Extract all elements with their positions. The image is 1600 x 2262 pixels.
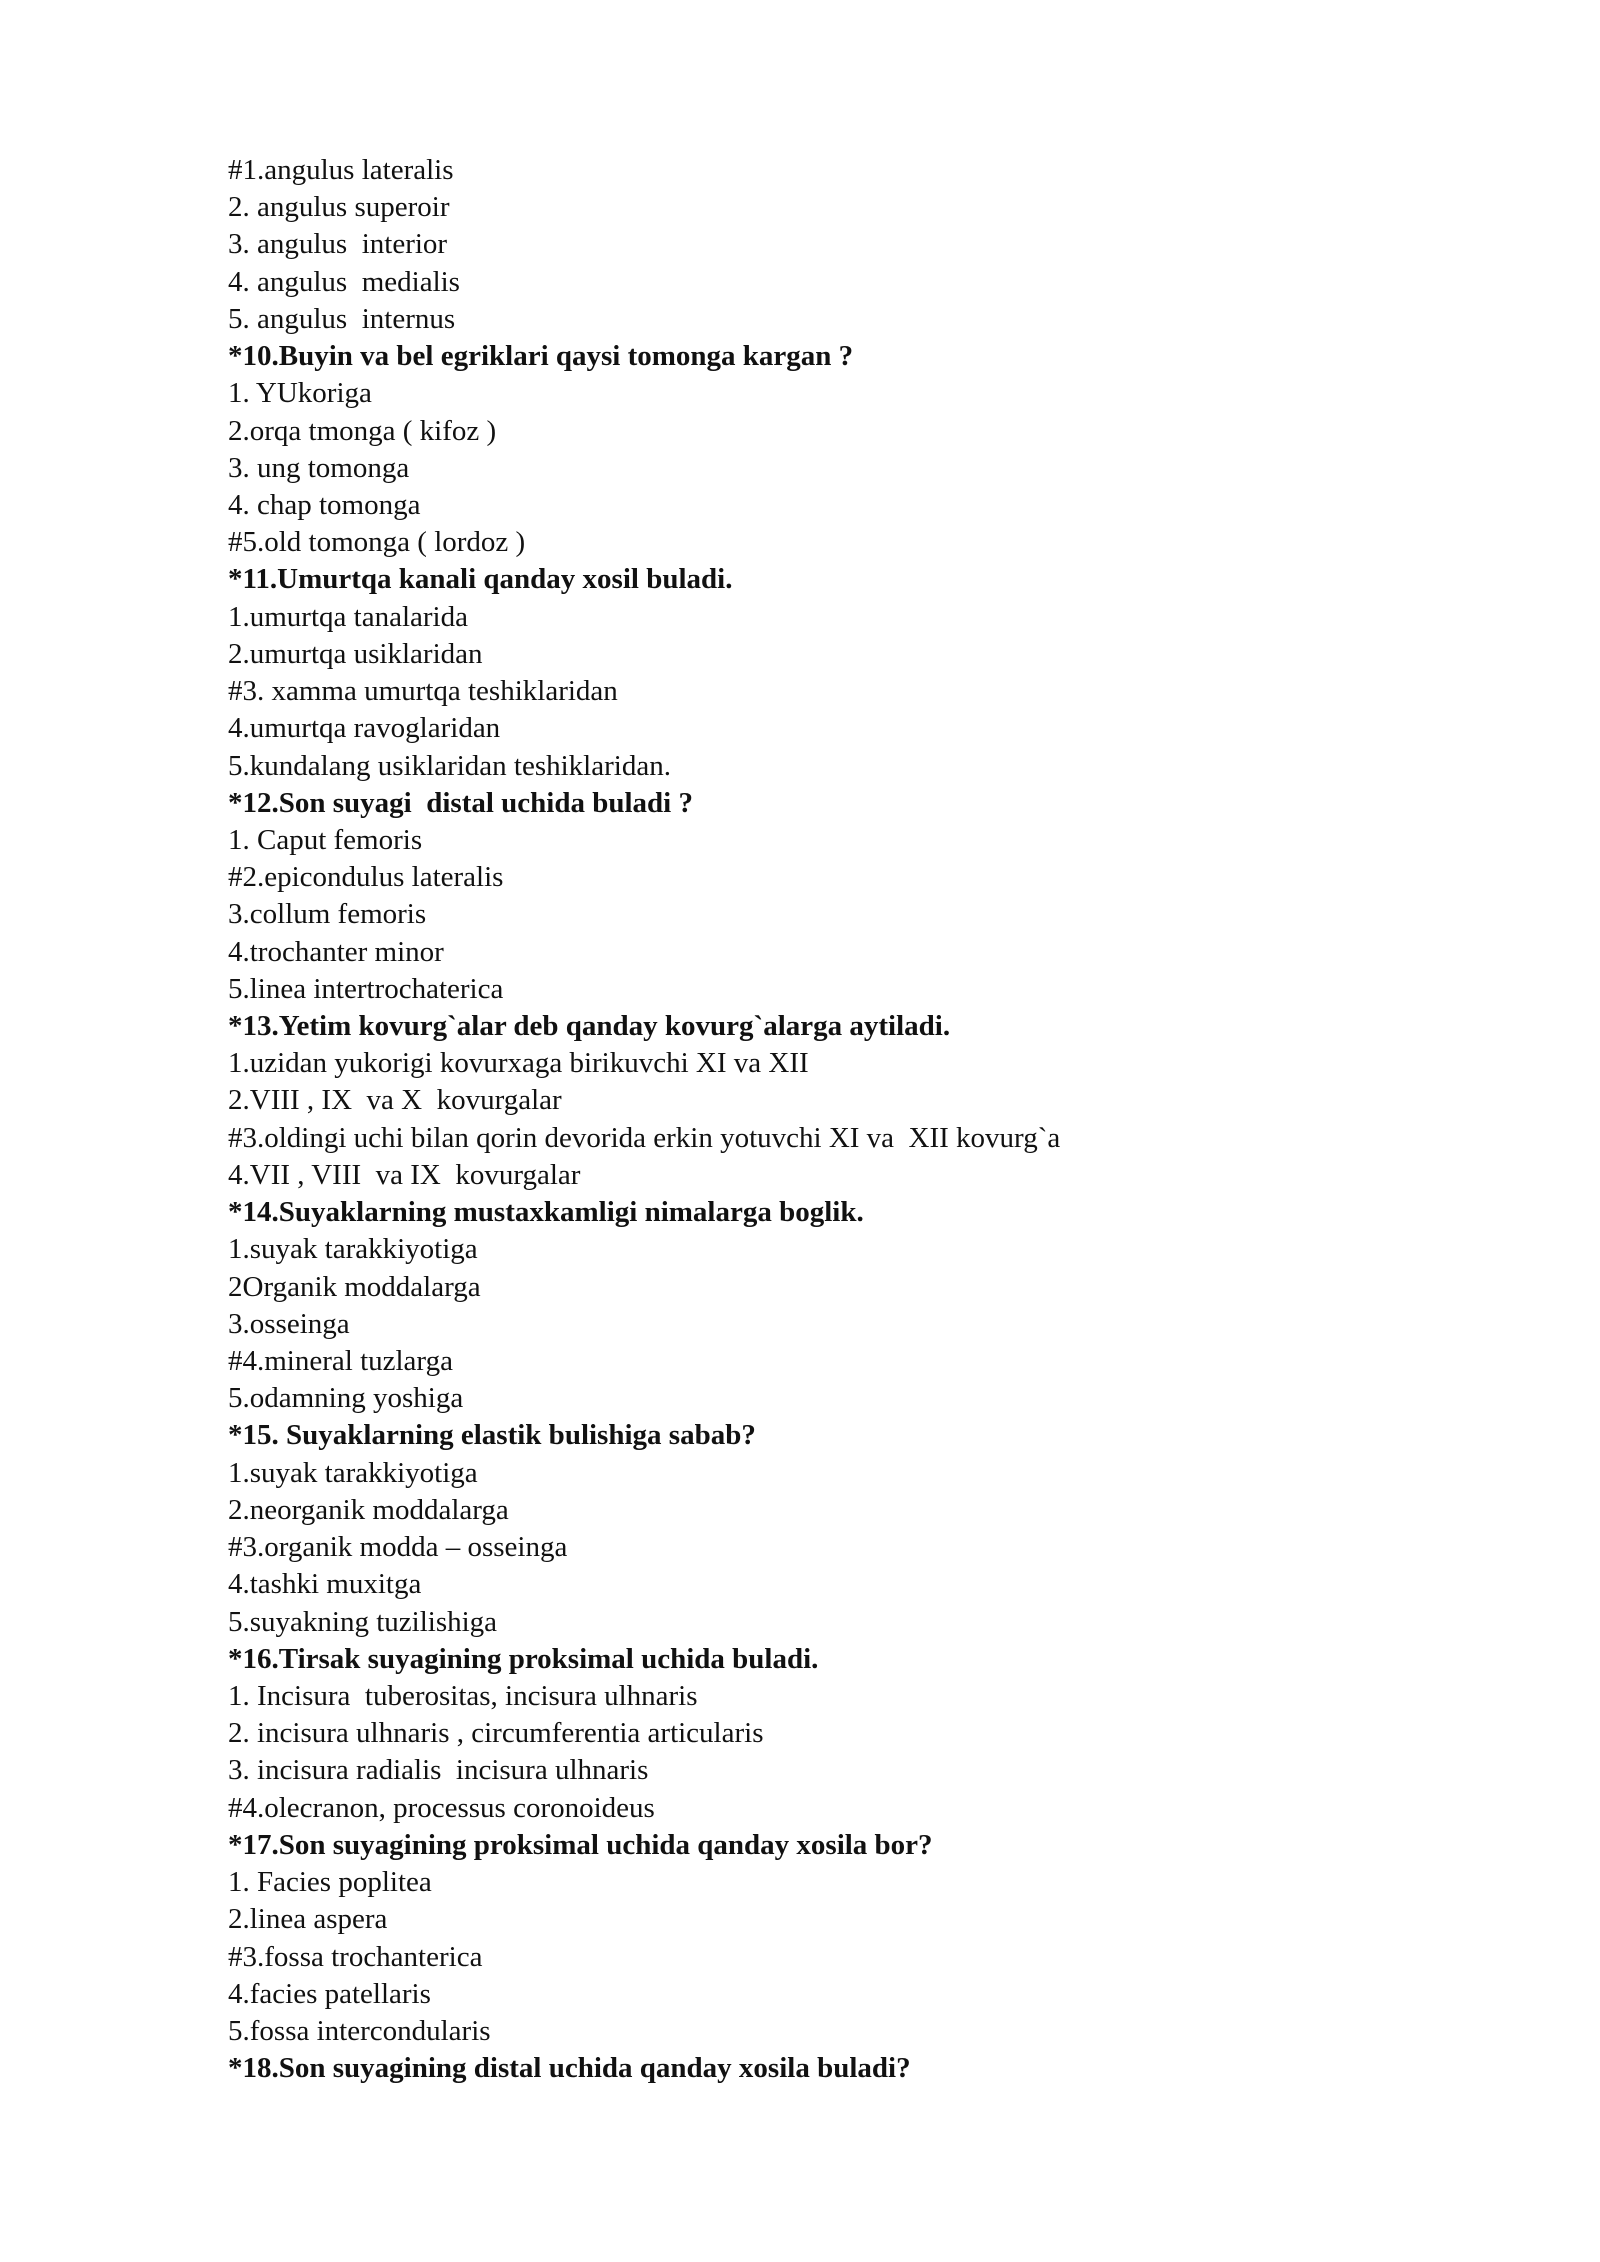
answer-option: 2.linea aspera [228, 1903, 388, 1936]
answer-option: 4. chap tomonga [228, 488, 421, 521]
question-heading: *15. Suyaklarning elastik bulishiga sabab? [228, 1419, 756, 1452]
question-heading: *18.Son suyagining distal uchida qanday xosila buladi? [228, 2052, 911, 2085]
answer-option: 1. YUkoriga [228, 377, 372, 410]
answer-option: 1. Caput femoris [228, 823, 423, 856]
answer-option: 2. angulus superoir [228, 191, 450, 224]
answer-option: 2.umurtqa usiklaridan [228, 637, 483, 670]
answer-option: #3.oldingi uchi bilan qorin devorida erkin yotuvchi XI va XII kovurg`a [228, 1121, 1061, 1154]
answer-option: #1.angulus lateralis [228, 154, 454, 186]
question-heading: *17.Son suyagining proksimal uchida qanday xosila bor? [228, 1828, 933, 1861]
answer-option: 4.umurtqa ravoglaridan [228, 712, 501, 745]
answer-option: 2Organik moddalarga [228, 1270, 481, 1303]
answer-option: 2.VIII , IX va X kovurgalar [228, 1084, 562, 1117]
question-heading: *16.Tirsak suyagining proksimal uchida buladi. [228, 1642, 819, 1675]
document-text-body [228, 152, 1488, 2087]
answer-option: 4.VII , VIII va IX kovurgalar [228, 1158, 581, 1191]
answer-option: 5.fossa intercondularis [228, 2014, 491, 2047]
answer-option: 4.tashki muxitga [228, 1568, 422, 1601]
answer-option: #3.organik modda – osseinga [228, 1531, 568, 1564]
answer-option: 3. angulus interior [228, 228, 448, 261]
answer-option: #4.mineral tuzlarga [228, 1345, 453, 1377]
answer-option: 5.odamning yoshiga [228, 1382, 464, 1415]
answer-option: 1. Facies poplitea [228, 1866, 432, 1899]
question-heading: *10.Buyin va bel egriklari qaysi tomonga kargan ? [228, 340, 854, 373]
answer-option: #3.fossa trochanterica [228, 1940, 483, 1973]
answer-option: 5. angulus internus [228, 302, 456, 335]
answer-option: 5.kundalang usiklaridan teshiklaridan. [228, 749, 671, 782]
answer-option: 1.suyak tarakkiyotiga [228, 1456, 478, 1489]
question-heading: *12.Son suyagi distal uchida buladi ? [228, 786, 693, 819]
answer-option: #2.epicondulus lateralis [228, 861, 504, 894]
answer-option: 3. incisura radialis incisura ulhnaris [228, 1754, 649, 1787]
answer-option: #3. xamma umurtqa teshiklaridan [228, 675, 618, 708]
answer-option: #4.olecranon, processus coronoideus [228, 1791, 655, 1824]
answer-option: 4.facies patellaris [228, 1977, 431, 2010]
answer-option: 1.uzidan yukorigi kovurxaga birikuvchi XI va XII [228, 1047, 809, 1080]
question-heading: *11.Umurtqa kanali qanday xosil buladi. [228, 563, 733, 596]
answer-option: 2.neorganik moddalarga [228, 1493, 509, 1526]
answer-option: 5.suyakning tuzilishiga [228, 1605, 498, 1638]
answer-option: 3.osseinga [228, 1307, 350, 1340]
answer-option: 1.suyak tarakkiyotiga [228, 1233, 478, 1266]
answer-option: 3. ung tomonga [228, 451, 410, 484]
question-heading: *14.Suyaklarning mustaxkamligi nimalarga boglik. [228, 1196, 864, 1229]
answer-option: 4.trochanter minor [228, 935, 444, 968]
answer-option: 3.collum femoris [228, 898, 427, 931]
answer-option: #5.old tomonga ( lordoz ) [228, 526, 526, 559]
answer-option: 4. angulus medialis [228, 265, 460, 298]
answer-option: 2. incisura ulhnaris , circumferentia articularis [228, 1717, 764, 1750]
answer-option: 5.linea intertrochaterica [228, 972, 504, 1005]
answer-option: 1. Incisura tuberositas, incisura ulhnaris [228, 1679, 698, 1712]
answer-option: 1.umurtqa tanalarida [228, 600, 468, 633]
question-heading: *13.Yetim kovurg`alar deb qanday kovurg`alarga aytiladi. [228, 1010, 951, 1043]
answer-option: 2.orqa tmonga ( kifoz ) [228, 414, 497, 447]
